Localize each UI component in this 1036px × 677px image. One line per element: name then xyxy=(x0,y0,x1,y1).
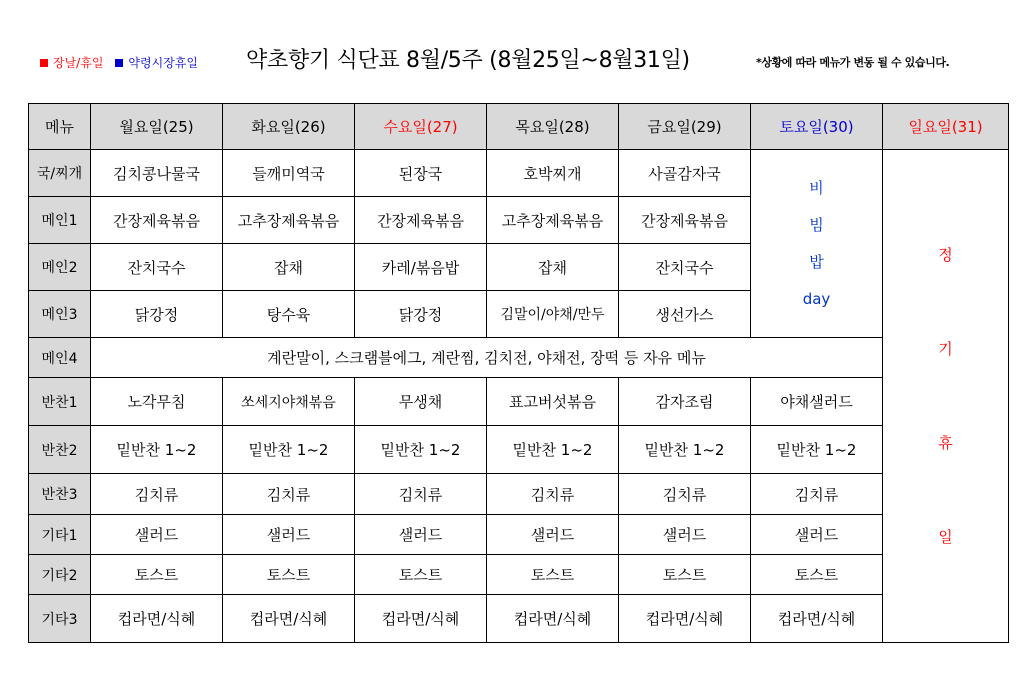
menu-cell: 컵라면/식혜 xyxy=(355,595,487,643)
menu-cell: 밑반찬 1~2 xyxy=(91,426,223,474)
weekly-menu-table xyxy=(28,103,1009,643)
menu-cell: 밑반찬 1~2 xyxy=(223,426,355,474)
menu-cell: 샐러드 xyxy=(487,515,619,555)
legend xyxy=(40,54,210,71)
menu-cell: 샐러드 xyxy=(223,515,355,555)
menu-cell: 컵라면/식혜 xyxy=(487,595,619,643)
page-title: 약초향기 식단표 8월/5주 (8월25일~8월31일) xyxy=(246,48,690,73)
sunday-closed-char: 일 xyxy=(938,528,953,546)
legend-item-market-closed xyxy=(115,54,198,71)
menu-cell: 잔치국수 xyxy=(91,244,223,291)
menu-cell: 밑반찬 1~2 xyxy=(487,426,619,474)
menu-cell: 컵라면/식혜 xyxy=(619,595,751,643)
free-menu-cell: 계란말이, 스크램블에그, 계란찜, 김치전, 야채전, 장떡 등 자유 메뉴 xyxy=(91,338,883,378)
red-square-icon xyxy=(40,59,48,67)
menu-cell: 샐러드 xyxy=(751,515,883,555)
menu-cell: 닭강정 xyxy=(355,291,487,338)
row-label: 메인3 xyxy=(29,291,91,338)
menu-cell: 김치류 xyxy=(223,474,355,515)
menu-cell: 탕수육 xyxy=(223,291,355,338)
table-row xyxy=(29,595,1009,643)
menu-cell: 생선가스 xyxy=(619,291,751,338)
menu-cell: 호박찌개 xyxy=(487,150,619,197)
day-header-sat: 토요일(30) xyxy=(751,104,883,150)
menu-cell: 카레/볶음밥 xyxy=(355,244,487,291)
menu-cell: 샐러드 xyxy=(619,515,751,555)
menu-cell: 김치류 xyxy=(91,474,223,515)
day-header-mon: 월요일(25) xyxy=(91,104,223,150)
saturday-special-char: 밥 xyxy=(809,252,824,271)
day-header-sun: 일요일(31) xyxy=(883,104,1009,150)
menu-cell: 토스트 xyxy=(91,555,223,595)
menu-cell: 밑반찬 1~2 xyxy=(355,426,487,474)
legend-label-market-closed: 약령시장휴일 xyxy=(128,56,198,70)
menu-cell: 김치류 xyxy=(619,474,751,515)
menu-cell: 사골감자국 xyxy=(619,150,751,197)
sunday-closed-char: 정 xyxy=(938,246,953,264)
sunday-closed-cell xyxy=(883,150,1009,643)
row-label: 반찬2 xyxy=(29,426,91,474)
table-row xyxy=(29,378,1009,426)
table-row xyxy=(29,474,1009,515)
blue-square-icon xyxy=(115,59,123,67)
row-label: 메인4 xyxy=(29,338,91,378)
menu-cell: 닭강정 xyxy=(91,291,223,338)
menu-cell: 표고버섯볶음 xyxy=(487,378,619,426)
menu-cell: 밑반찬 1~2 xyxy=(619,426,751,474)
menu-cell: 야채샐러드 xyxy=(751,378,883,426)
menu-cell: 컵라면/식혜 xyxy=(91,595,223,643)
saturday-special-char: 빔 xyxy=(809,215,824,234)
legend-item-holiday xyxy=(40,54,103,71)
day-header-fri: 금요일(29) xyxy=(619,104,751,150)
legend-label-holiday: 장날/휴일 xyxy=(53,56,104,70)
table-row xyxy=(29,338,1009,378)
menu-cell: 컵라면/식혜 xyxy=(751,595,883,643)
saturday-special-char: 비 xyxy=(809,178,824,197)
menu-cell: 쏘세지야채볶음 xyxy=(223,378,355,426)
menu-cell: 간장제육볶음 xyxy=(91,197,223,244)
table-row xyxy=(29,515,1009,555)
saturday-special-char: day xyxy=(802,289,831,308)
menu-column-header: 메뉴 xyxy=(29,104,91,150)
menu-cell: 고추장제육볶음 xyxy=(487,197,619,244)
menu-cell: 토스트 xyxy=(619,555,751,595)
menu-cell: 토스트 xyxy=(751,555,883,595)
menu-cell: 김치류 xyxy=(355,474,487,515)
menu-cell: 김치류 xyxy=(487,474,619,515)
menu-cell: 된장국 xyxy=(355,150,487,197)
table-row xyxy=(29,150,1009,197)
row-label: 기타1 xyxy=(29,515,91,555)
menu-cell: 컵라면/식혜 xyxy=(223,595,355,643)
menu-cell: 잡채 xyxy=(223,244,355,291)
row-label: 반찬1 xyxy=(29,378,91,426)
row-label: 메인1 xyxy=(29,197,91,244)
menu-cell: 고추장제육볶음 xyxy=(223,197,355,244)
menu-cell: 잔치국수 xyxy=(619,244,751,291)
menu-cell: 노각무침 xyxy=(91,378,223,426)
row-label: 반찬3 xyxy=(29,474,91,515)
table-row xyxy=(29,555,1009,595)
menu-cell: 김치류 xyxy=(751,474,883,515)
menu-cell: 들깨미역국 xyxy=(223,150,355,197)
sunday-closed-char: 기 xyxy=(938,340,953,358)
menu-cell: 밑반찬 1~2 xyxy=(751,426,883,474)
menu-cell: 토스트 xyxy=(223,555,355,595)
menu-cell: 간장제육볶음 xyxy=(355,197,487,244)
day-header-wed: 수요일(27) xyxy=(355,104,487,150)
menu-cell: 무생채 xyxy=(355,378,487,426)
saturday-special-cell xyxy=(751,150,883,338)
menu-cell: 잡채 xyxy=(487,244,619,291)
menu-cell: 샐러드 xyxy=(91,515,223,555)
menu-cell: 김치콩나물국 xyxy=(91,150,223,197)
row-label: 기타2 xyxy=(29,555,91,595)
menu-cell: 토스트 xyxy=(487,555,619,595)
row-label: 기타3 xyxy=(29,595,91,643)
menu-cell: 토스트 xyxy=(355,555,487,595)
row-label: 메인2 xyxy=(29,244,91,291)
menu-cell: 감자조림 xyxy=(619,378,751,426)
table-header-row xyxy=(29,104,1009,150)
menu-cell: 간장제육볶음 xyxy=(619,197,751,244)
row-label: 국/찌개 xyxy=(29,150,91,197)
day-header-thu: 목요일(28) xyxy=(487,104,619,150)
page-header xyxy=(0,40,1036,86)
menu-cell: 샐러드 xyxy=(355,515,487,555)
sunday-closed-char: 휴 xyxy=(938,434,953,452)
day-header-tue: 화요일(26) xyxy=(223,104,355,150)
table-row xyxy=(29,426,1009,474)
change-notice: *상황에 따라 메뉴가 변동 될 수 있습니다. xyxy=(756,56,950,69)
menu-cell: 김말이/야채/만두 xyxy=(487,291,619,338)
